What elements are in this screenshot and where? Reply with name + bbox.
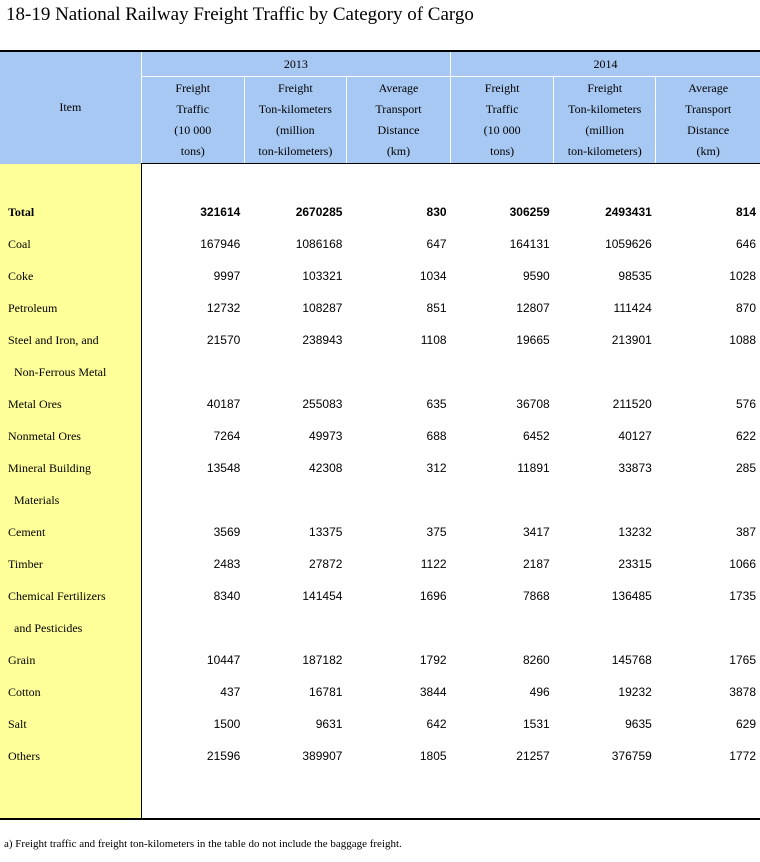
row-value: 3844 [419, 685, 447, 699]
year-header-2013: 2013 [141, 51, 450, 77]
spacer-row [0, 164, 760, 197]
row-value: 23315 [618, 557, 652, 571]
row-label: Materials [0, 484, 141, 516]
row-label: Mineral Building [0, 452, 141, 484]
column-header-line: Freight [587, 81, 623, 95]
row-value: 7868 [522, 589, 550, 603]
table-row [0, 356, 760, 388]
row-value: 321614 [200, 205, 241, 219]
row-label: and Pesticides [0, 612, 141, 644]
column-header-line: (km) [386, 144, 411, 158]
row-label: Coal [0, 228, 141, 260]
column-header-line: (million [276, 123, 315, 137]
column-header-line: Transport [685, 102, 732, 116]
row-value: 1028 [729, 269, 756, 283]
row-value [346, 484, 450, 516]
row-value: 164131 [509, 237, 550, 251]
row-value: 389907 [302, 749, 343, 763]
row-value: 6452 [522, 429, 550, 443]
row-value: 642 [426, 717, 447, 731]
column-header-line: Ton-kilometers [568, 102, 642, 116]
row-value [244, 356, 346, 388]
row-value: 8340 [213, 589, 241, 603]
row-label: Coke [0, 260, 141, 292]
row-value: 1066 [729, 557, 756, 571]
row-value: 36708 [516, 397, 550, 411]
table-row [0, 196, 760, 228]
row-value: 1088 [729, 333, 756, 347]
table-row [0, 580, 760, 612]
row-value: 11891 [517, 461, 550, 475]
row-value: 255083 [302, 397, 343, 411]
row-value: 496 [529, 685, 550, 699]
row-value [141, 612, 244, 644]
row-value: 9590 [522, 269, 550, 283]
row-value: 238943 [302, 333, 343, 347]
row-value [656, 612, 760, 644]
row-value: 8260 [522, 653, 550, 667]
row-value [554, 356, 656, 388]
row-label: Others [0, 740, 141, 772]
row-value [346, 356, 450, 388]
row-value: 1765 [729, 653, 756, 667]
row-value: 213901 [611, 333, 652, 347]
row-value: 576 [735, 397, 756, 411]
column-header-line: Distance [377, 123, 420, 137]
row-value: 830 [426, 205, 447, 219]
row-value: 814 [735, 205, 756, 219]
table-body [0, 164, 760, 820]
column-header-line: Average [378, 81, 419, 95]
row-value: 1696 [419, 589, 447, 603]
column-header-line: Traffic [485, 102, 519, 116]
row-value: 688 [426, 429, 447, 443]
row-value: 13548 [206, 461, 241, 475]
column-header-line: Freight [175, 81, 211, 95]
row-label: Chemical Fertilizers [0, 580, 141, 612]
row-value: 33873 [618, 461, 652, 475]
row-label: Metal Ores [0, 388, 141, 420]
row-value: 1034 [419, 269, 447, 283]
row-value: 1805 [419, 749, 447, 763]
row-value: 145768 [611, 653, 652, 667]
column-header-line: (10 000 [483, 123, 521, 137]
row-label: Grain [0, 644, 141, 676]
row-label: Petroleum [0, 292, 141, 324]
row-value: 1531 [522, 717, 550, 731]
table-title: 18-19 National Railway Freight Traffic by Category of Cargo [6, 4, 474, 25]
column-header-freight-ton-km-2014 [554, 77, 656, 164]
row-value: 42308 [309, 461, 343, 475]
row-value: 1772 [729, 749, 756, 763]
table-row [0, 612, 760, 644]
row-value: 851 [426, 301, 447, 315]
column-header-line: (km) [696, 144, 720, 158]
row-value [244, 612, 346, 644]
table-row [0, 516, 760, 548]
row-value: 136485 [611, 589, 652, 603]
row-value: 103321 [302, 269, 343, 283]
row-value [346, 612, 450, 644]
column-header-avg-distance-2013 [346, 77, 450, 164]
row-value: 3417 [522, 525, 550, 539]
row-value: 108287 [302, 301, 343, 315]
row-value: 98535 [618, 269, 652, 283]
column-header-line: Freight [278, 81, 313, 95]
row-value: 12807 [516, 301, 550, 315]
row-value: 141454 [302, 589, 343, 603]
column-header-line: (10 000 [174, 123, 212, 137]
table-row [0, 292, 760, 324]
row-value: 27872 [309, 557, 343, 571]
row-value: 376759 [611, 749, 652, 763]
row-value: 375 [426, 525, 447, 539]
row-value: 21596 [206, 749, 241, 763]
row-value: 1500 [213, 717, 241, 731]
row-value [141, 484, 244, 516]
row-value: 2493431 [605, 205, 652, 219]
table-row [0, 676, 760, 708]
row-value: 10447 [206, 653, 241, 667]
row-value: 9997 [213, 269, 241, 283]
row-value: 1108 [420, 333, 447, 347]
row-label: Cement [0, 516, 141, 548]
row-value: 306259 [509, 205, 550, 219]
row-value: 19232 [618, 685, 652, 699]
column-header-line: Freight [484, 81, 520, 95]
row-value: 312 [426, 461, 447, 475]
row-value: 111424 [613, 301, 652, 315]
row-value: 40187 [206, 397, 241, 411]
column-header-freight-ton-km-2013 [244, 77, 346, 164]
row-label: Non-Ferrous Metal [0, 356, 141, 388]
row-label: Total [0, 196, 141, 228]
table-row [0, 388, 760, 420]
row-value: 19665 [516, 333, 550, 347]
column-header-line: ton-kilometers) [567, 144, 642, 158]
row-value [554, 484, 656, 516]
column-header-avg-distance-2014 [656, 77, 760, 164]
row-value: 629 [735, 717, 756, 731]
column-header-line: ton-kilometers) [258, 144, 333, 158]
table-row [0, 452, 760, 484]
table-row [0, 228, 760, 260]
row-value: 647 [426, 237, 447, 251]
row-label: Steel and Iron, and [0, 324, 141, 356]
column-header-line: (million [585, 123, 625, 137]
table-row [0, 420, 760, 452]
row-value [451, 612, 554, 644]
row-label: Nonmetal Ores [0, 420, 141, 452]
row-value: 1122 [420, 557, 447, 571]
footnote: a) Freight traffic and freight ton-kilometers in the table do not include the baggage freight. [4, 838, 402, 850]
table-row [0, 740, 760, 772]
row-value: 1792 [419, 653, 447, 667]
row-label: Cotton [0, 676, 141, 708]
row-value: 3878 [729, 685, 756, 699]
row-value: 622 [735, 429, 756, 443]
row-value: 13232 [618, 525, 652, 539]
row-value [244, 484, 346, 516]
row-value: 387 [735, 525, 756, 539]
column-header-freight-traffic-2014 [451, 77, 554, 164]
row-value: 2670285 [295, 205, 343, 219]
row-value: 187182 [302, 653, 343, 667]
table-row [0, 644, 760, 676]
row-value [141, 356, 244, 388]
row-value [554, 612, 656, 644]
column-header-line: tons) [180, 144, 205, 158]
table-row [0, 708, 760, 740]
row-value: 12732 [206, 301, 241, 315]
item-header: Item [0, 51, 141, 164]
row-value [656, 356, 760, 388]
row-value: 211520 [612, 397, 652, 411]
row-value: 49973 [309, 429, 343, 443]
table-row [0, 484, 760, 516]
row-value [451, 356, 554, 388]
row-label: Salt [0, 708, 141, 740]
row-value: 2483 [213, 557, 241, 571]
column-header-line: Traffic [176, 102, 210, 116]
row-value: 1735 [729, 589, 756, 603]
row-value: 40127 [618, 429, 652, 443]
row-value: 21570 [206, 333, 241, 347]
row-value: 2187 [522, 557, 550, 571]
row-value: 9635 [625, 717, 652, 731]
row-value: 646 [735, 237, 756, 251]
table-row [0, 260, 760, 292]
row-value: 1086168 [295, 237, 343, 251]
row-value [656, 484, 760, 516]
column-header-line: Average [688, 81, 729, 95]
spacer-row [0, 772, 760, 819]
column-header-line: Transport [375, 102, 422, 116]
freight-table [0, 50, 760, 820]
row-value: 870 [735, 301, 756, 315]
row-value: 285 [735, 461, 756, 475]
row-value: 16781 [309, 685, 343, 699]
row-value [451, 484, 554, 516]
column-header-line: Distance [687, 123, 730, 137]
row-label: Timber [0, 548, 141, 580]
year-header-2014: 2014 [451, 51, 760, 77]
column-header-line: tons) [490, 144, 515, 158]
table-row [0, 324, 760, 356]
row-value: 7264 [213, 429, 241, 443]
row-value: 13375 [309, 525, 343, 539]
row-value: 437 [220, 685, 241, 699]
row-value: 635 [426, 397, 447, 411]
row-value: 9631 [315, 717, 343, 731]
row-value: 167946 [200, 237, 241, 251]
row-value: 1059626 [605, 237, 652, 251]
table-row [0, 548, 760, 580]
column-header-freight-traffic-2013 [141, 77, 244, 164]
row-value: 3569 [213, 525, 241, 539]
column-header-line: Ton-kilometers [258, 102, 332, 116]
row-value: 21257 [516, 749, 550, 763]
